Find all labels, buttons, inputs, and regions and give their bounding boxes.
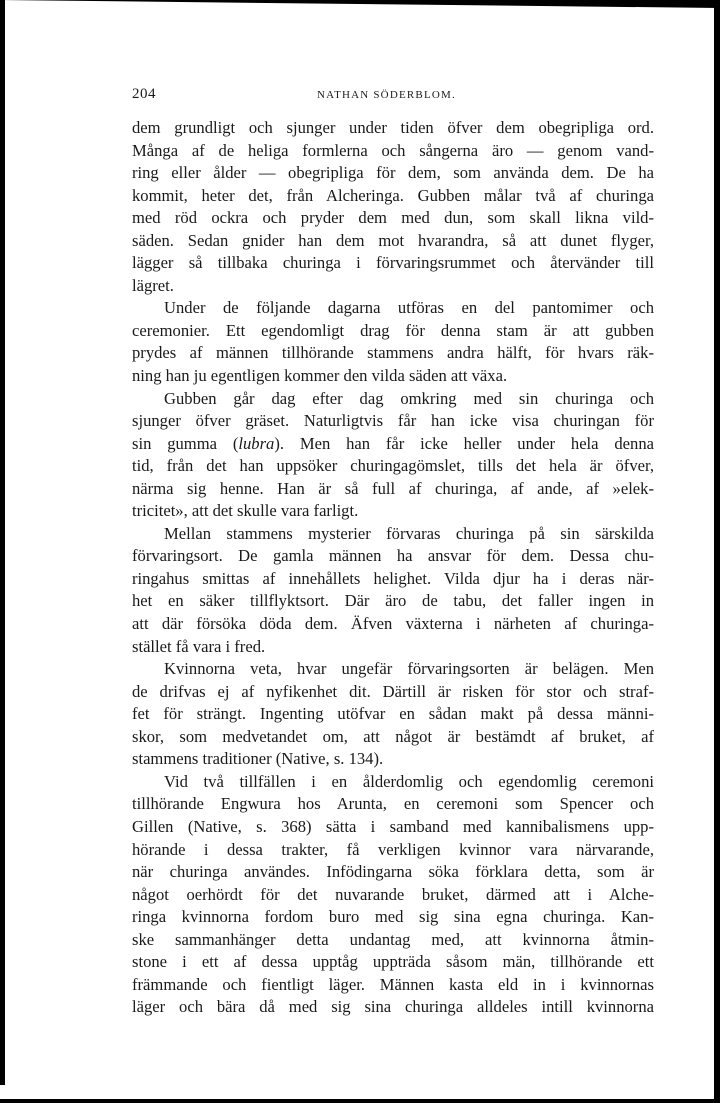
text-line: kommit, heter det, från Alcheringa. Gubben målar två af churinga (132, 185, 654, 205)
text-line: fet för strängt. Ingenting utöfvar en sådan makt på dessa männi- (132, 704, 654, 724)
text-line: de drifvas ej af nyfikenhet dit. Därtill är risken för stor och straf- (132, 681, 654, 701)
text-line: ringahus smittas af innehållets helighet. Vilda djur ha i deras när- (132, 568, 654, 588)
body-text (132, 117, 654, 1019)
text-line: när churinga användes. Infödingarna söka förklara detta, som är (132, 862, 654, 882)
text-line: förvaringsort. De gamla männen ha ansvar för dem. Dessa chu- (132, 546, 654, 566)
text-line: främmande och fientligt läger. Männen kasta eld in i kvinnornas (132, 974, 654, 994)
text-line: stället få vara i fred. (132, 636, 266, 656)
text-line: stone i ett af dessa upptåg uppträda såsom män, tillhörande ett (132, 952, 654, 972)
text-line: att där försöka döda dem. Äfven växterna i närheten af churinga- (132, 614, 654, 634)
text-line: stammens traditioner (Native, s. 134). (132, 749, 384, 769)
paragraph (132, 658, 654, 771)
text-line: Många af de heliga formlerna och sångerna äro — genom vand- (132, 140, 654, 160)
text-line: Vid två tillfällen i en ålderdomlig och egendomlig ceremoni (164, 771, 654, 791)
text-line: Gubben går dag efter dag omkring med sin churinga och (164, 388, 654, 408)
scan-border-top (0, 0, 720, 8)
text-line: Kvinnorna veta, hvar ungefär förvaringsorten är belägen. Men (164, 659, 654, 679)
paragraph (132, 297, 654, 387)
text-line: tricitet», att det skulle vara farligt. (132, 501, 359, 521)
text-line-with-italic: sin gumma (lubra). Men han får icke heller under hela denna (132, 433, 654, 453)
text-line: skor, som medvetandet om, att något är bestämdt af bruket, af (132, 726, 654, 746)
text-line: närma sig henne. Han är så full af churinga, af ande, af »elek- (132, 478, 654, 498)
scan-border-bottom (0, 1099, 720, 1103)
text-line: ske sammanhänger detta undantag med, att kvinnorna åtmin- (132, 929, 654, 949)
text-line: ning han ju egentligen kommer den vilda säden att växa. (132, 366, 508, 386)
text-line: med röd ockra och pryder dem med dun, som skall likna vild- (132, 208, 654, 228)
text-line: hörande i dessa trakter, få verkligen kvinnor vara närvarande, (132, 839, 654, 859)
text-line: lägret. (132, 275, 174, 295)
paragraph (132, 117, 654, 297)
text-line: ring eller ålder — obegripliga för dem, som använda dem. De ha (132, 163, 654, 183)
text-line: Mellan stammens mysterier förvaras churinga på sin särskilda (164, 523, 654, 543)
scan-border-left (0, 0, 5, 1085)
text-line: sjunger öfver gräset. Naturligtvis får han icke visa churingan för (132, 411, 654, 431)
italic-term: lubra (238, 433, 275, 453)
page-number: 204 (132, 86, 156, 102)
text-line: prydes af männen tillhörande stammens andra hälft, för hvars räk- (132, 343, 654, 363)
paragraph (132, 771, 654, 1019)
text-line: ringa kvinnorna fordom buro med sig sina egna churinga. Kan- (132, 907, 654, 927)
text-line: ceremonier. Ett egendomligt drag för denna stam är att gubben (132, 320, 654, 340)
paragraph (132, 523, 654, 658)
paragraph (132, 388, 654, 523)
text-line: het en säker tillflyktsort. Där äro de tabu, det faller ingen in (132, 591, 654, 611)
text-line: läger och bära då med sig sina churinga alldeles intill kvinnorna (132, 997, 654, 1017)
text-line: Gillen (Native, s. 368) sätta i samband med kannibalismens upp- (132, 816, 654, 836)
running-head: NATHAN SÖDERBLOM. (317, 89, 456, 101)
scan-border-right (714, 0, 720, 1103)
text-line: Under de följande dagarna utföras en del pantomimer och (164, 298, 654, 318)
text-line: lägger så tillbaka churinga i förvaringsrummet och återvänder till (132, 253, 654, 273)
text-line: dem grundligt och sjunger under tiden öfver dem obegripliga ord. (132, 118, 654, 137)
text-line: något oerhördt för det nuvarande bruket, därmed att i Alche- (132, 884, 654, 904)
text-line: tillhörande Engwura hos Arunta, en ceremoni som Spencer och (132, 794, 654, 814)
page-header (132, 86, 654, 106)
text-line: tid, från det han uppsöker churingagömslet, tills det hela är öfver, (132, 456, 654, 476)
text-line: säden. Sedan gnider han dem mot hvarandra, så att dunet flyger, (132, 230, 654, 250)
